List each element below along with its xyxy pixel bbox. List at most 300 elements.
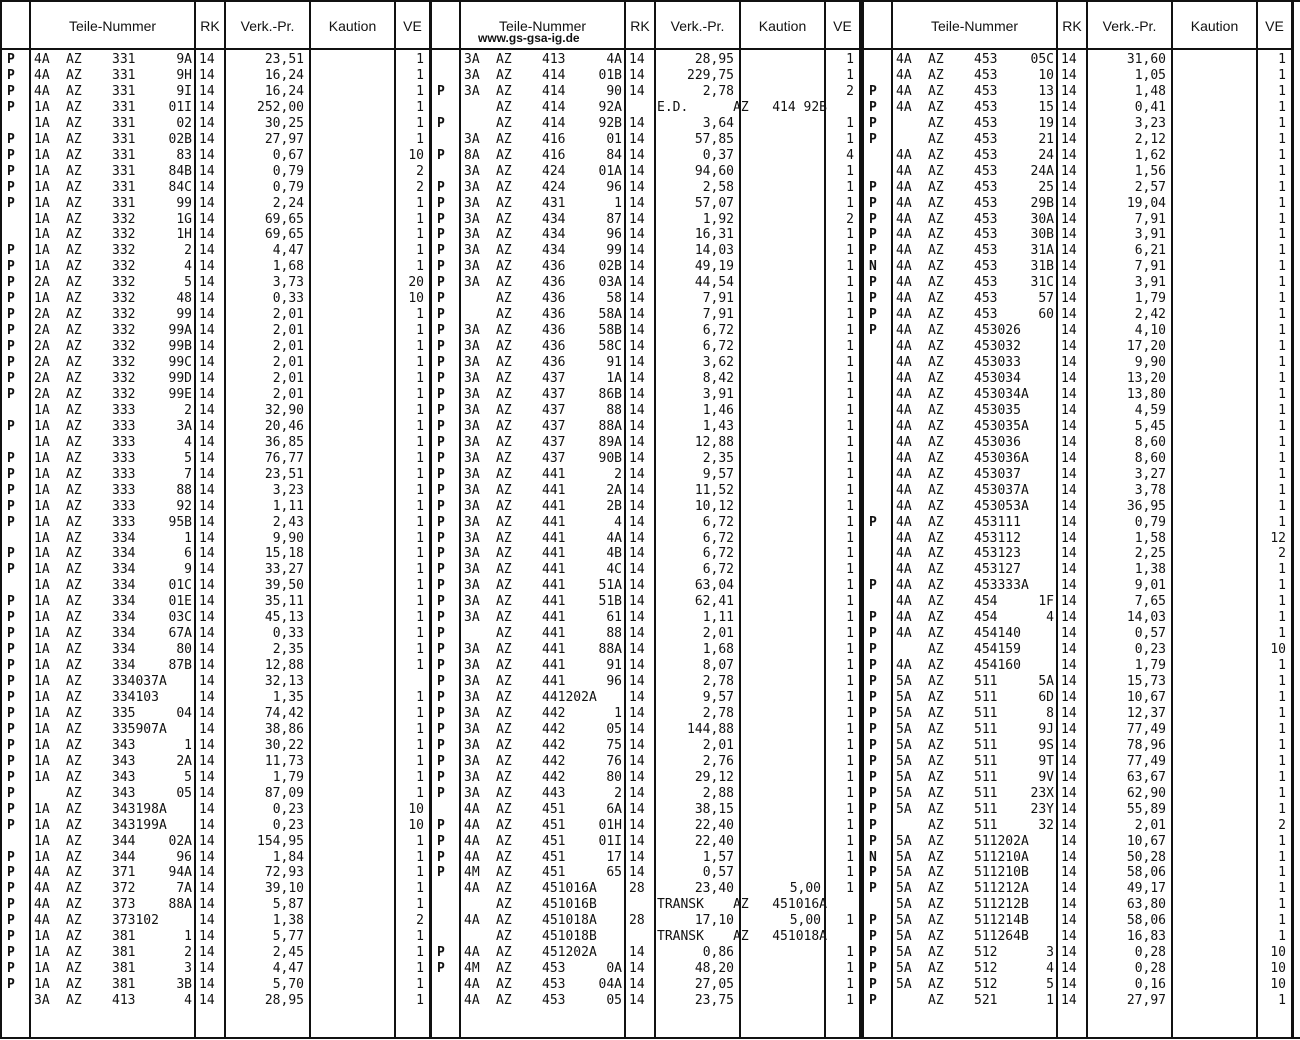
table-row bbox=[430, 68, 860, 84]
status-flag: P bbox=[7, 418, 15, 434]
ve-value: 1 bbox=[846, 705, 854, 721]
group-code: 4A bbox=[464, 881, 480, 897]
table-row bbox=[862, 180, 1292, 196]
price-value: 9,57 bbox=[702, 690, 734, 705]
az-code: AZ bbox=[66, 977, 82, 993]
group-code: 1A bbox=[34, 211, 50, 227]
group-code: 4A bbox=[896, 371, 912, 386]
az-code: AZ bbox=[66, 578, 82, 594]
group-code: 5A bbox=[896, 849, 912, 865]
group-code: 4A bbox=[896, 610, 912, 626]
part-number: 436 bbox=[542, 307, 566, 323]
table-row bbox=[862, 578, 1292, 594]
table-row bbox=[430, 371, 860, 387]
price-value: 33,27 bbox=[264, 562, 304, 578]
ve-value: 1 bbox=[416, 514, 424, 530]
az-code: AZ bbox=[928, 115, 944, 131]
part-number: 453 bbox=[974, 243, 998, 259]
az-code: AZ bbox=[66, 466, 82, 482]
status-flag: P bbox=[7, 163, 15, 179]
status-flag: P bbox=[7, 929, 15, 945]
ve-value: 1 bbox=[1278, 355, 1286, 371]
part-number: 331 bbox=[112, 131, 136, 147]
part-number: 453034 bbox=[974, 371, 1021, 386]
header-ve: VE bbox=[833, 18, 852, 34]
table-row bbox=[862, 227, 1292, 243]
part-number: 453033 bbox=[974, 355, 1021, 371]
az-code: AZ bbox=[66, 67, 82, 83]
part-suffix: 04 bbox=[176, 705, 192, 721]
part-number: 454160 bbox=[974, 658, 1021, 674]
price-value: 2,76 bbox=[702, 753, 734, 769]
table-row bbox=[430, 467, 860, 483]
rk-value: 14 bbox=[1061, 99, 1077, 115]
table-row bbox=[862, 865, 1292, 881]
ve-value: 1 bbox=[846, 658, 854, 674]
part-number: 441 bbox=[542, 562, 566, 578]
az-code: AZ bbox=[66, 817, 82, 833]
group-code: 3A bbox=[464, 371, 480, 386]
part-suffix: 6D bbox=[1038, 690, 1054, 705]
price-value: 5,77 bbox=[272, 929, 304, 945]
header-part-number: Teile-Nummer bbox=[498, 18, 587, 34]
status-flag: P bbox=[869, 737, 877, 753]
part-number: 436 bbox=[542, 339, 566, 355]
az-code: AZ bbox=[496, 849, 512, 865]
price-value: 94,60 bbox=[694, 163, 734, 179]
table-row bbox=[0, 243, 430, 259]
part-number: 453 bbox=[974, 307, 998, 323]
az-code: AZ bbox=[496, 52, 512, 67]
status-flag: P bbox=[437, 849, 445, 865]
rk-value: 14 bbox=[1061, 163, 1077, 179]
status-flag: P bbox=[437, 115, 445, 131]
part-number: 451016B bbox=[542, 897, 597, 913]
rk-value: 28 bbox=[629, 881, 645, 897]
part-suffix: 02 bbox=[176, 115, 192, 131]
group-code: 1A bbox=[34, 450, 50, 466]
ve-value: 1 bbox=[846, 674, 854, 690]
price-value: 78,96 bbox=[1126, 737, 1166, 753]
ve-value: 1 bbox=[416, 642, 424, 658]
price-value: 48,20 bbox=[694, 961, 734, 977]
group-code: 8A bbox=[464, 147, 480, 163]
ve-value: 1 bbox=[1278, 913, 1286, 929]
part-suffix: 01A bbox=[598, 163, 622, 179]
group-code: 1A bbox=[34, 753, 50, 769]
ve-value: 1 bbox=[1278, 211, 1286, 227]
table-row bbox=[0, 212, 430, 228]
part-number: 442 bbox=[542, 705, 566, 721]
table-row bbox=[0, 307, 430, 323]
part-suffix: 1 bbox=[614, 195, 622, 211]
table-row bbox=[430, 850, 860, 866]
price-value: 9,90 bbox=[272, 530, 304, 546]
ve-value: 1 bbox=[846, 131, 854, 147]
group-code: 4M bbox=[464, 961, 480, 977]
price-value: 2,78 bbox=[702, 674, 734, 690]
ve-value: 1 bbox=[416, 721, 424, 737]
part-number: 441 bbox=[542, 674, 566, 690]
price-value: 1,56 bbox=[1134, 163, 1166, 179]
price-value: 6,72 bbox=[702, 339, 734, 355]
group-code: 3A bbox=[464, 339, 480, 355]
status-flag: P bbox=[869, 275, 877, 291]
ve-value: 1 bbox=[1278, 849, 1286, 865]
price-value: 12,37 bbox=[1126, 705, 1166, 721]
group-code: 5A bbox=[896, 690, 912, 705]
table-row bbox=[430, 387, 860, 403]
rk-value: 14 bbox=[1061, 371, 1077, 386]
table-row bbox=[0, 275, 430, 291]
ve-value: 1 bbox=[846, 402, 854, 418]
part-number: 335 bbox=[112, 705, 136, 721]
rk-value: 14 bbox=[199, 450, 215, 466]
az-code: AZ bbox=[496, 610, 512, 626]
az-code: AZ bbox=[496, 945, 512, 961]
group-code: 4A bbox=[896, 307, 912, 323]
status-flag: P bbox=[869, 690, 877, 705]
group-code: 1A bbox=[34, 99, 50, 115]
group-code: 3A bbox=[464, 721, 480, 737]
rk-value: 14 bbox=[199, 498, 215, 514]
price-value: 2,01 bbox=[1134, 817, 1166, 833]
price-column-1 bbox=[0, 0, 430, 1040]
rk-value: 14 bbox=[629, 482, 645, 498]
header-deposit: Kaution bbox=[758, 18, 807, 34]
rk-value: 14 bbox=[1061, 658, 1077, 674]
status-flag: P bbox=[7, 147, 15, 163]
rk-value: 14 bbox=[1061, 897, 1077, 913]
rk-value: 14 bbox=[199, 211, 215, 227]
ve-value: 1 bbox=[846, 721, 854, 737]
table-row bbox=[0, 562, 430, 578]
az-code: AZ bbox=[496, 83, 512, 99]
table-row bbox=[862, 259, 1292, 275]
table-row bbox=[0, 435, 430, 451]
ve-value: 1 bbox=[846, 913, 854, 929]
rk-value: 14 bbox=[629, 371, 645, 386]
status-flag: P bbox=[869, 179, 877, 195]
price-value: 7,91 bbox=[702, 291, 734, 307]
part-number: 437 bbox=[542, 418, 566, 434]
part-number: 441 bbox=[542, 578, 566, 594]
az-code: AZ bbox=[928, 339, 944, 355]
rk-value: 14 bbox=[1061, 179, 1077, 195]
table-row bbox=[862, 818, 1292, 834]
part-number: 441 bbox=[542, 530, 566, 546]
price-value: 8,60 bbox=[1134, 450, 1166, 466]
group-code: 1A bbox=[34, 769, 50, 785]
part-number: 453026 bbox=[974, 323, 1021, 339]
part-suffix: 58B bbox=[598, 323, 622, 339]
part-suffix: 4 bbox=[1046, 610, 1054, 626]
ve-value: 1 bbox=[1278, 131, 1286, 147]
status-flag: P bbox=[869, 721, 877, 737]
status-flag: P bbox=[869, 323, 877, 339]
status-flag: P bbox=[437, 371, 445, 386]
table-row bbox=[0, 546, 430, 562]
az-code: AZ bbox=[66, 658, 82, 674]
table-row bbox=[430, 897, 860, 913]
ve-value: 1 bbox=[416, 578, 424, 594]
part-suffix: 32 bbox=[1038, 817, 1054, 833]
part-suffix: 58A bbox=[598, 307, 622, 323]
group-code: 4A bbox=[896, 227, 912, 243]
table-row bbox=[0, 227, 430, 243]
price-value: 16,31 bbox=[694, 227, 734, 243]
rk-value: 14 bbox=[629, 849, 645, 865]
rk-value: 14 bbox=[199, 482, 215, 498]
rk-value: 14 bbox=[1061, 291, 1077, 307]
price-value: 6,72 bbox=[702, 546, 734, 562]
part-number: 512 bbox=[974, 961, 998, 977]
ve-value: 1 bbox=[1278, 371, 1286, 386]
part-suffix: 2 bbox=[184, 402, 192, 418]
ve-value: 10 bbox=[1270, 945, 1286, 961]
status-flag: P bbox=[7, 961, 15, 977]
ve-value: 1 bbox=[416, 52, 424, 67]
az-code: AZ bbox=[66, 737, 82, 753]
group-code: 4A bbox=[896, 259, 912, 275]
part-number: 453 bbox=[974, 83, 998, 99]
az-code: AZ bbox=[496, 131, 512, 147]
az-code: AZ bbox=[928, 275, 944, 291]
table-row bbox=[862, 897, 1292, 913]
status-flag: P bbox=[7, 897, 15, 913]
table-row bbox=[430, 164, 860, 180]
table-row bbox=[0, 180, 430, 196]
table-row bbox=[0, 690, 430, 706]
table-row bbox=[862, 371, 1292, 387]
group-code: 1A bbox=[34, 945, 50, 961]
table-row bbox=[0, 387, 430, 403]
table-row bbox=[862, 706, 1292, 722]
rk-value: 14 bbox=[1061, 674, 1077, 690]
table-row bbox=[430, 451, 860, 467]
part-suffix: 80 bbox=[176, 642, 192, 658]
ve-value: 1 bbox=[416, 67, 424, 83]
group-code: 4A bbox=[896, 434, 912, 450]
group-code: 4A bbox=[464, 945, 480, 961]
az-code: AZ bbox=[928, 865, 944, 881]
table-row bbox=[430, 403, 860, 419]
rk-value: 14 bbox=[1061, 259, 1077, 275]
price-value: 12,88 bbox=[694, 434, 734, 450]
rk-value: 14 bbox=[1061, 977, 1077, 993]
part-number: 436 bbox=[542, 259, 566, 275]
part-number: 437 bbox=[542, 434, 566, 450]
ve-value: 1 bbox=[416, 99, 424, 115]
group-code: 5A bbox=[896, 721, 912, 737]
part-number: 453 bbox=[974, 195, 998, 211]
az-code: AZ bbox=[66, 275, 82, 291]
part-number: 511 bbox=[974, 721, 998, 737]
part-suffix: 84B bbox=[168, 163, 192, 179]
part-number: 451018A bbox=[542, 913, 597, 929]
part-number: 511202A bbox=[974, 833, 1029, 849]
table-row bbox=[430, 738, 860, 754]
ve-value: 1 bbox=[1278, 99, 1286, 115]
part-number: 381 bbox=[112, 929, 136, 945]
status-flag: P bbox=[7, 339, 15, 355]
az-code: AZ bbox=[928, 211, 944, 227]
az-code: AZ bbox=[66, 386, 82, 402]
rk-value: 14 bbox=[199, 434, 215, 450]
az-code: AZ bbox=[928, 530, 944, 546]
az-code: AZ bbox=[496, 721, 512, 737]
table-row bbox=[430, 259, 860, 275]
group-code: 1A bbox=[34, 115, 50, 131]
group-code: 3A bbox=[464, 578, 480, 594]
rk-value: 14 bbox=[1061, 211, 1077, 227]
price-value: 6,72 bbox=[702, 530, 734, 546]
part-suffix: 96 bbox=[176, 849, 192, 865]
group-code: 3A bbox=[464, 163, 480, 179]
table-row bbox=[862, 674, 1292, 690]
rk-value: 14 bbox=[629, 546, 645, 562]
rk-value: 14 bbox=[1061, 769, 1077, 785]
rk-value: 14 bbox=[629, 434, 645, 450]
price-value: 9,57 bbox=[702, 466, 734, 482]
az-code: AZ bbox=[928, 594, 944, 610]
rk-value: 14 bbox=[1061, 307, 1077, 323]
price-value: 7,65 bbox=[1134, 594, 1166, 610]
price-value: 39,10 bbox=[264, 881, 304, 897]
az-code: AZ bbox=[928, 562, 944, 578]
ve-value: 1 bbox=[1278, 626, 1286, 642]
ve-value: 1 bbox=[416, 737, 424, 753]
az-code: AZ bbox=[928, 99, 944, 115]
price-value: 49,17 bbox=[1126, 881, 1166, 897]
part-number: 511210B bbox=[974, 865, 1029, 881]
group-code: 2A bbox=[34, 371, 50, 386]
part-suffix: 4 bbox=[184, 434, 192, 450]
part-suffix: 5A bbox=[1038, 674, 1054, 690]
az-code: AZ bbox=[928, 355, 944, 371]
part-number: 434 bbox=[542, 211, 566, 227]
az-code: AZ bbox=[928, 705, 944, 721]
price-value: 11,52 bbox=[694, 482, 734, 498]
status-flag: P bbox=[437, 530, 445, 546]
part-number: 453 bbox=[974, 99, 998, 115]
status-flag: P bbox=[869, 977, 877, 993]
az-code: AZ bbox=[496, 913, 512, 929]
status-flag: P bbox=[869, 801, 877, 817]
az-code: AZ bbox=[66, 769, 82, 785]
part-suffix: 1H bbox=[176, 227, 192, 243]
part-number: 343199A bbox=[112, 817, 167, 833]
rk-value: 14 bbox=[629, 833, 645, 849]
table-row bbox=[0, 818, 430, 834]
group-code: 1A bbox=[34, 530, 50, 546]
status-flag: P bbox=[437, 259, 445, 275]
ve-value: 1 bbox=[416, 339, 424, 355]
part-number: 511264B bbox=[974, 929, 1029, 945]
ve-value: 1 bbox=[416, 195, 424, 211]
group-code: 2A bbox=[34, 355, 50, 371]
part-suffix: 2 bbox=[614, 466, 622, 482]
rk-value: 14 bbox=[1061, 849, 1077, 865]
status-flag: P bbox=[7, 482, 15, 498]
part-number: 413 bbox=[112, 993, 136, 1009]
group-code: 5A bbox=[896, 945, 912, 961]
status-flag: P bbox=[869, 833, 877, 849]
group-code: 1A bbox=[34, 658, 50, 674]
part-number: 453 bbox=[542, 993, 566, 1009]
group-code: 3A bbox=[464, 466, 480, 482]
ve-value: 1 bbox=[846, 115, 854, 131]
group-code: 5A bbox=[896, 913, 912, 929]
table-row bbox=[0, 132, 430, 148]
price-value: 30,25 bbox=[264, 115, 304, 131]
group-code: 1A bbox=[34, 179, 50, 195]
ve-value: 1 bbox=[846, 52, 854, 67]
table-row bbox=[430, 148, 860, 164]
ve-value: 1 bbox=[416, 833, 424, 849]
group-code: 3A bbox=[464, 769, 480, 785]
az-code: AZ bbox=[928, 402, 944, 418]
ve-value: 1 bbox=[1278, 610, 1286, 626]
ve-value: 1 bbox=[846, 977, 854, 993]
table-row bbox=[862, 116, 1292, 132]
price-value: 2,24 bbox=[272, 195, 304, 211]
price-value: 8,42 bbox=[702, 371, 734, 386]
part-suffix: 57 bbox=[1038, 291, 1054, 307]
az-code: AZ bbox=[496, 801, 512, 817]
price-value: 2,45 bbox=[272, 945, 304, 961]
ve-value: 1 bbox=[846, 498, 854, 514]
rk-value: 14 bbox=[199, 769, 215, 785]
group-code: 4A bbox=[896, 658, 912, 674]
rk-value: 14 bbox=[199, 52, 215, 67]
status-flag: P bbox=[437, 578, 445, 594]
table-row bbox=[430, 291, 860, 307]
rk-value: 14 bbox=[629, 386, 645, 402]
part-suffix: 2 bbox=[184, 945, 192, 961]
part-suffix: 02B bbox=[168, 131, 192, 147]
ve-value: 1 bbox=[846, 227, 854, 243]
az-code: AZ bbox=[928, 626, 944, 642]
status-flag: P bbox=[869, 514, 877, 530]
rk-value: 14 bbox=[1061, 514, 1077, 530]
deposit-value: AZ 451018A bbox=[733, 929, 827, 945]
group-code: 4A bbox=[896, 291, 912, 307]
group-code: 1A bbox=[34, 737, 50, 753]
az-code: AZ bbox=[496, 498, 512, 514]
part-suffix: 01 bbox=[606, 131, 622, 147]
az-code: AZ bbox=[496, 530, 512, 546]
az-code: AZ bbox=[66, 897, 82, 913]
price-value: 1,68 bbox=[272, 259, 304, 275]
part-number: 343 bbox=[112, 769, 136, 785]
status-flag: P bbox=[437, 243, 445, 259]
part-suffix: 23X bbox=[1030, 785, 1054, 801]
status-flag: P bbox=[437, 833, 445, 849]
part-number: 344 bbox=[112, 833, 136, 849]
rk-value: 14 bbox=[629, 115, 645, 131]
price-value: 23,75 bbox=[694, 993, 734, 1009]
table-row bbox=[0, 164, 430, 180]
part-number: 436 bbox=[542, 291, 566, 307]
part-number: 331 bbox=[112, 195, 136, 211]
az-code: AZ bbox=[496, 753, 512, 769]
group-code: 1A bbox=[34, 562, 50, 578]
price-value: 6,21 bbox=[1134, 243, 1166, 259]
part-number: 441 bbox=[542, 514, 566, 530]
status-flag: P bbox=[869, 785, 877, 801]
ve-value: 1 bbox=[416, 769, 424, 785]
